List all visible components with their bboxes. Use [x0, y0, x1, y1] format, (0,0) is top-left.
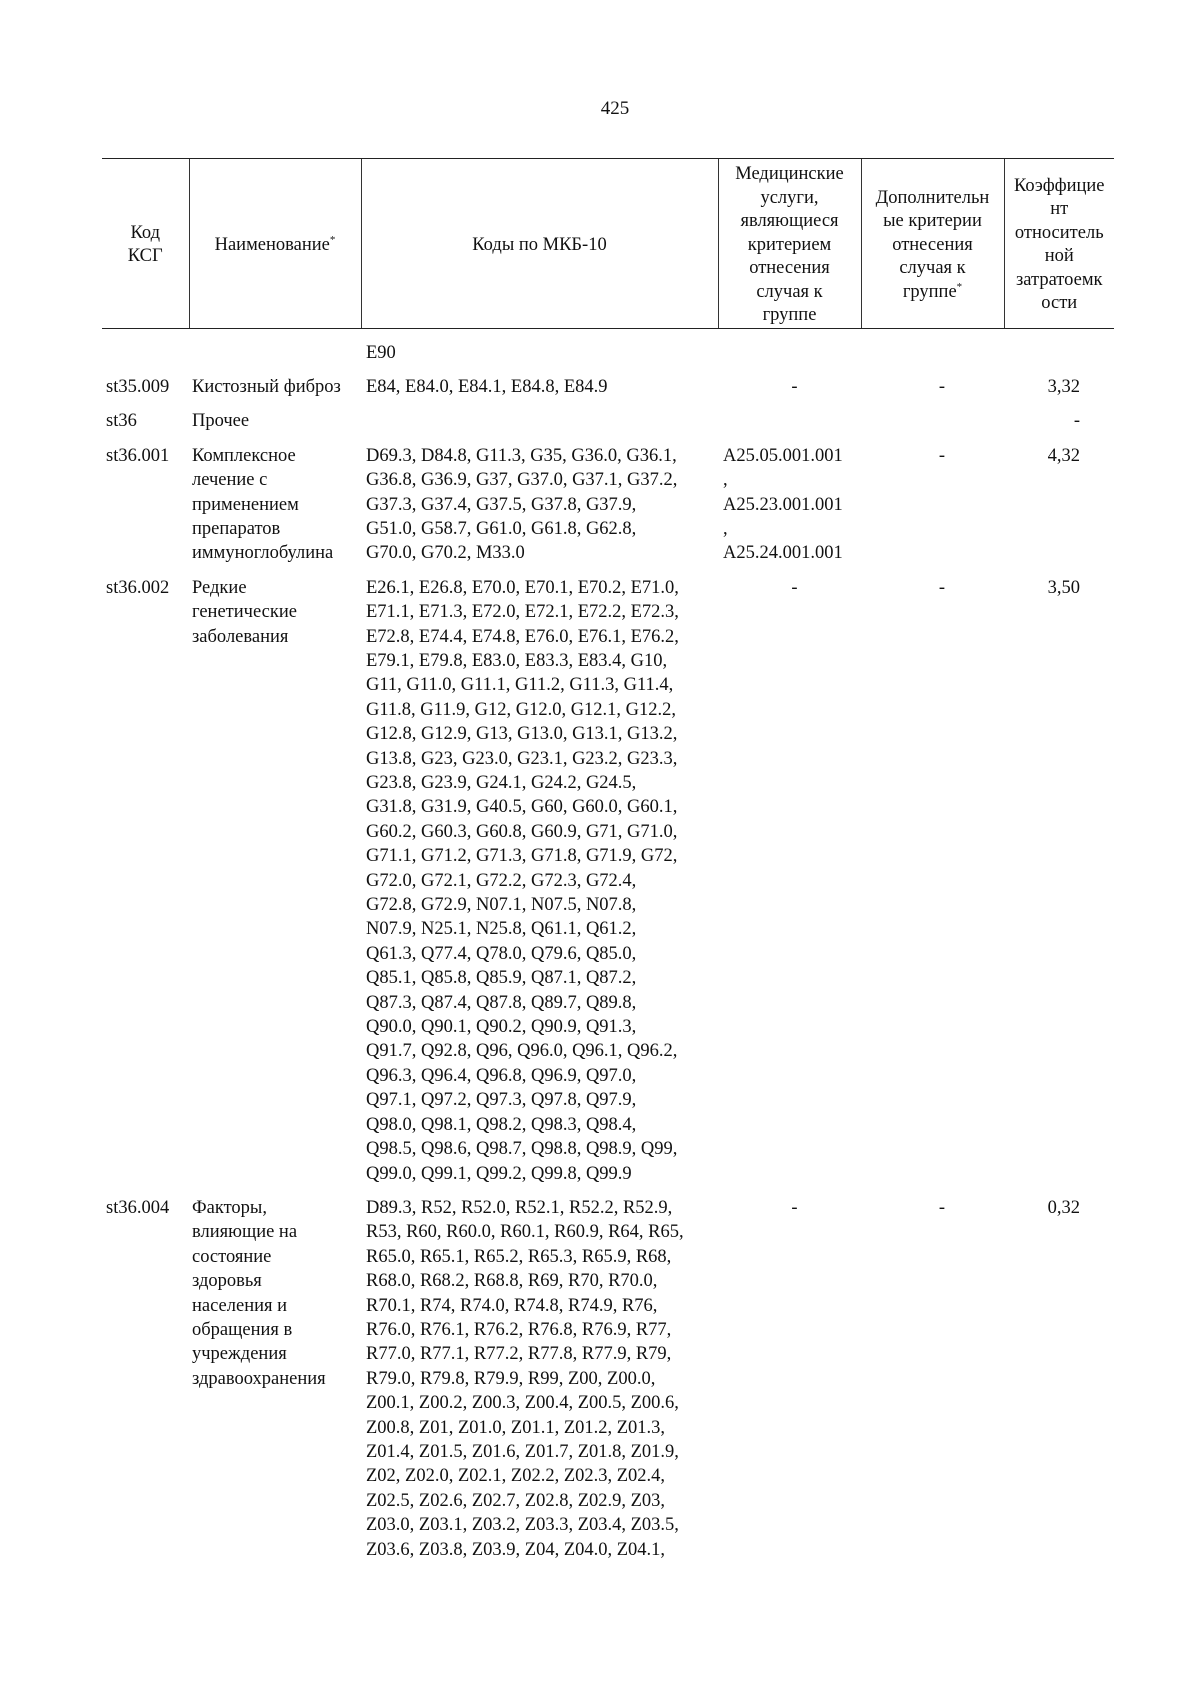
cell-additional: - — [938, 445, 946, 466]
cell-additional: - — [938, 577, 946, 598]
cell-services — [718, 409, 861, 443]
cell-name: Комплексное лечение с применением препаратов иммуноглобулина — [192, 445, 334, 564]
cell-additional: - — [938, 376, 946, 397]
table-header — [102, 159, 1114, 329]
header-name: Наименование* — [189, 159, 361, 329]
ksg-table — [102, 158, 1114, 1562]
header-additional: Дополнительн ые критерии отнесения случая к группе* — [861, 159, 1004, 329]
cell-mkb: D89.3, R52, R52.0, R52.1, R52.2, R52.9, R53, R60, R60.0, R60.1, R60.9, R64, R65, R65.0, R65.1, R65.2, R65.3, R65.9, R68, R68.0, R68.2, R68.8, R69, R70, R70.0, R70.1, R74, R74.0, R74.8, R74.9, R76, R76.0, R76.1, R76.2, R76.8, R76.9, R77, R77.0, R77.1, R77.2, R77.8, R77.9, R79, R79.0, R79.8, R79.9, R99, Z00, Z00.0, Z00.1, Z00.2, Z00.3, Z00.4, Z00.5, Z00.6, Z00.8, Z01, Z01.0, Z01.1, Z01.2, Z01.3, Z01.4, Z01.5, Z01.6, Z01.7, Z01.8, Z01.9, Z02, Z02.0, Z02.1, Z02.2, Z02.3, Z02.4, Z02.5, Z02.6, Z02.7, Z02.8, Z02.9, Z03, Z03.0, Z03.1, Z03.2, Z03.3, Z03.4, Z03.5, Z03.6, Z03.8, Z03.9, Z04, Z04.0, Z04.1, — [366, 1197, 684, 1560]
cell-coefficient: 3,50 — [1047, 577, 1080, 598]
cell-code: st36.001 — [106, 445, 170, 466]
cell-coefficient — [1004, 341, 1114, 375]
cell-additional — [861, 341, 1004, 375]
cell-code: st36 — [106, 411, 137, 432]
cell-additional — [861, 409, 1004, 443]
cell-services: - — [791, 1197, 798, 1218]
cell-code: st36.002 — [106, 577, 170, 598]
cell-coefficient: 4,32 — [1047, 445, 1080, 466]
table-row — [102, 375, 1114, 409]
cell-mkb: E84, E84.0, E84.1, E84.8, E84.9 — [366, 376, 608, 397]
table-row — [102, 1196, 1114, 1562]
cell-name: Факторы, влияющие на состояние здоровья населения и обращения в учреждения здравоохранения — [192, 1197, 326, 1389]
table-row — [102, 576, 1114, 1196]
header-code: Код КСГ — [102, 159, 189, 329]
cell-mkb — [361, 409, 718, 443]
cell-code: st35.009 — [106, 376, 170, 397]
cell-services — [718, 341, 861, 375]
cell-name: Кистозный фиброз — [192, 376, 341, 397]
cell-services: - — [791, 376, 798, 397]
header-additional-footnote-mark: * — [956, 280, 963, 293]
cell-mkb: D69.3, D84.8, G11.3, G35, G36.0, G36.1, G36.8, G36.9, G37, G37.0, G37.1, G37.2, G37.3, G37.4, G37.5, G37.8, G37.9, G51.0, G58.7, G61.0, G61.8, G62.8, G70.0, G70.2, M33.0 — [366, 445, 678, 564]
cell-code: st36.004 — [106, 1197, 170, 1218]
page-number: 425 — [600, 98, 630, 119]
header-mkb: Коды по МКБ-10 — [361, 159, 718, 329]
table-body — [102, 328, 1114, 1562]
cell-coefficient: 3,32 — [1047, 376, 1080, 397]
table-row — [102, 341, 1114, 375]
cell-coefficient: 0,32 — [1047, 1197, 1080, 1218]
cell-mkb: E26.1, E26.8, E70.0, E70.1, E70.2, E71.0, E71.1, E71.3, E72.0, E72.1, E72.2, E72.3, E72.8, E74.4, E74.8, E76.0, E76.1, E76.2, E79.1, E79.8, E83.0, E83.3, E83.4, G10, G11, G11.0, G11.1, G11.2, G11.3, G11.4, G11.8, G11.9, G12, G12.0, G12.1, G12.2, G12.8, G12.9, G13, G13.0, G13.1, G13.2, G13.8, G23, G23.0, G23.1, G23.2, G23.3, G23.8, G23.9, G24.1, G24.2, G24.5, G31.8, G31.9, G40.5, G60, G60.0, G60.1, G60.2, G60.3, G60.8, G60.9, G71, G71.0, G71.1, G71.2, G71.3, G71.8, G71.9, G72, G72.0, G72.1, G72.2, G72.3, G72.4, G72.8, G72.9, N07.1, N07.5, N07.8, N07.9, N25.1, N25.8, Q61.1, Q61.2, Q61.3, Q77.4, Q78.0, Q79.6, Q85.0, Q85.1, Q85.8, Q85.9, Q87.1, Q87.2, Q87.3, Q87.4, Q87.8, Q89.7, Q89.8, Q90.0, Q90.1, Q90.2, Q90.9, Q91.3, Q91.7, Q92.8, Q96, Q96.0, Q96.1, Q96.2, Q96.3, Q96.4, Q96.8, Q96.9, Q97.0, Q97.1, Q97.2, Q97.3, Q97.8, Q97.9, Q98.0, Q98.1, Q98.2, Q98.3, Q98.4, Q98.5, Q98.6, Q98.7, Q98.8, Q98.9, Q99, Q99.0, Q99.1, Q99.2, Q99.8, Q99.9 — [366, 577, 679, 1184]
cell-code — [102, 341, 189, 375]
header-services: Медицинские услуги, являющиеся критерием отнесения случая к группе — [718, 159, 861, 329]
cell-services: - — [791, 577, 798, 598]
cell-mkb: E90 — [366, 342, 396, 363]
cell-coefficient: - — [1073, 411, 1080, 432]
table-row — [102, 444, 1114, 576]
header-name-footnote-mark: * — [329, 233, 336, 246]
cell-name: Редкие генетические заболевания — [192, 577, 297, 647]
cell-additional: - — [938, 1197, 946, 1218]
cell-name: Прочее — [192, 411, 250, 432]
cell-services: A25.05.001.001 , A25.23.001.001 , A25.24.001.001 — [723, 445, 843, 564]
cell-name — [189, 341, 361, 375]
table-row — [102, 409, 1114, 443]
header-coefficient: Коэффицие нт относитель ной затратоемк ости — [1004, 159, 1114, 329]
